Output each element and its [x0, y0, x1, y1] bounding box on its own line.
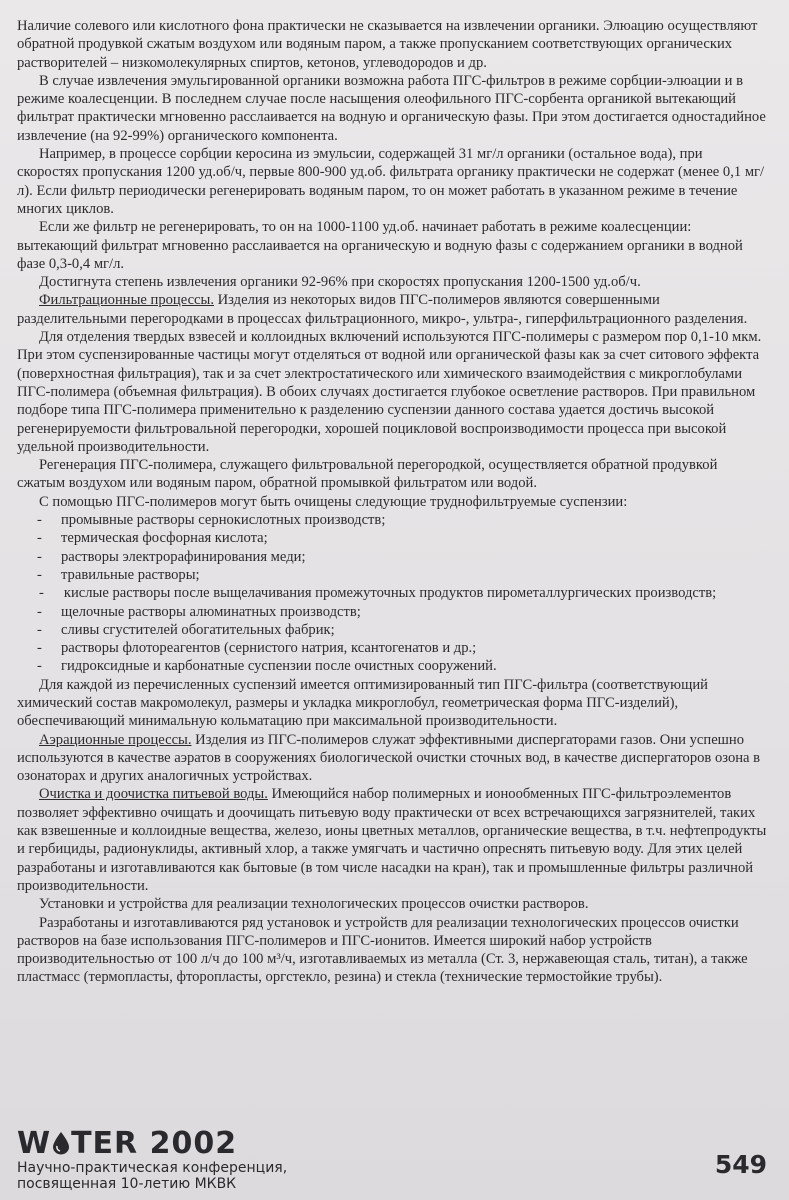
- list-item: [17, 511, 767, 529]
- list-marker: -: [37, 530, 42, 547]
- paragraph: Достигнута степень извлечения органики 92-96% при скоростях пропускания 1200-1500 уд.об/ч.: [39, 274, 641, 291]
- list-item-text: растворы электрорафинирования меди;: [61, 548, 306, 565]
- paragraph: Установки и устройства для реализации технологических процессов очистки растворов.: [39, 896, 589, 913]
- list-item: [17, 621, 767, 639]
- logo-letter: W: [17, 1126, 52, 1161]
- list-marker: -: [37, 512, 42, 529]
- paragraph: Например, в процессе сорбции керосина из эмульсии, содержащей 31 мг/л органики (остальное вода), при скоростях пропускания 1200 уд.об/ч, первые 800-900 уд.об. фильтрата органику практически не содержат (менее 0,1 мг/л). Если фильтр периодически регенерировать водяным паром, то он может работать в указанном режиме в течение многих циклов.: [17, 146, 765, 217]
- paragraph: [17, 731, 767, 786]
- logo-text: TER 2002: [71, 1126, 238, 1161]
- conference-caption-line: Научно-практическая конференция,: [17, 1160, 288, 1176]
- conference-logo: [17, 1128, 767, 1160]
- list-item: [17, 529, 767, 547]
- suspension-list: [17, 511, 767, 676]
- paragraph: Разработаны и изготавливаются ряд установок и устройств для реализации технологических процессов очистки растворов на базе использования ПГС-полимеров и ПГС-ионитов. Имеется широкий набор устройств производительностью от 100 л/ч до 100 м³/ч, изготавливаемых из металла (Ст. 3, нержавеющая сталь, титан), а также пластмасс (термопласты, фторопласты, оргстекло, резина) и стекла (технические термостойкие трубы).: [17, 914, 748, 986]
- section-heading-aeration: Аэрационные процессы.: [39, 731, 192, 748]
- paragraph-text: Имеющийся набор полимерных и ионообменных ПГС-фильтроэлементов позволяет эффективно очищать и доочищать питьевую воду практически от всех встречающихся загрязнителей, таких как взвешенные и коллоидные вещества, железо, ионы цветных металлов, органические вещества, в т.ч. нефтепродукты и гербициды, радионуклиды, активный хлор, а также умягчать и частично опреснять питьевую воду. Для этих целей разработаны и изготавливаются как бытовые (в том числе насадки на кран), так и промышленные фильтры различной производительности.: [17, 786, 767, 894]
- list-marker: -: [37, 566, 42, 583]
- paragraph: [17, 291, 767, 328]
- page-footer: [17, 1128, 767, 1198]
- paragraph-text: Изделия из некоторых видов ПГС-полимеров являются совершенными разделительными перегородками в процессах фильтрационного, микро-, ультра-, гиперфильтрационного разделения.: [17, 292, 748, 327]
- paragraph: Регенерация ПГС-полимера, служащего фильтровальной перегородкой, осуществляется обратной продувкой сжатым воздухом или водяным паром, обратной промывкой фильтратом или водой.: [17, 457, 718, 492]
- list-item-text: сливы сгустителей обогатительных фабрик;: [61, 621, 335, 638]
- conference-caption-line: посвященная 10-летию МКВК: [17, 1176, 237, 1192]
- list-item-text: термическая фосфорная кислота;: [61, 530, 268, 547]
- list-marker: -: [37, 658, 42, 675]
- section-heading-drinking-water: Очистка и доочистка питьевой воды.: [39, 786, 268, 803]
- list-marker: -: [37, 640, 42, 657]
- list-marker: -: [37, 548, 42, 565]
- paragraph: Если же фильтр не регенерировать, то он на 1000-1100 уд.об. начинает работать в режиме коалесценции: вытекающий фильтрат мгновенно расслаивается на органическую и водную фазы с содержанием органики в водной фазе 0,3-0,4 мг/л.: [17, 219, 743, 272]
- list-marker: -: [39, 585, 44, 602]
- list-marker: -: [37, 621, 42, 638]
- conference-caption: [17, 1160, 767, 1192]
- list-item-text: кислые растворы после выщелачивания промежуточных продуктов пирометаллургических производств;: [63, 585, 717, 602]
- paragraph-text: Изделия из ПГС-полимеров служат эффективными диспергаторами газов. Они успешно используются в качестве аэратов в сооружениях биологической очистки сточных вод, в качестве диспергаторов озона в озонаторах и других аналогичных устройствах.: [17, 731, 761, 785]
- list-item: [17, 603, 767, 621]
- list-item: [17, 548, 767, 566]
- paragraph: Для каждой из перечисленных суспензий имеется оптимизированный тип ПГС-фильтра (соответствующий химический состав макромолекул, размеры и укладка микроглобул, геометрическая форма ПГС-изделий), обеспечивающий минимальную кольматацию при максимальной производительности.: [17, 676, 708, 730]
- section-heading-filtration: Фильтрационные процессы.: [39, 292, 214, 309]
- list-item: [17, 657, 767, 675]
- list-item-text: промывные растворы сернокислотных производств;: [61, 512, 386, 529]
- paragraph: В случае извлечения эмульгированной органики возможна работа ПГС-фильтров в режиме сорбции-элюации и в режиме коалесценции. В последнем случае после насыщения олеофильного ПГС-сорбента органикой вытекающий фильтрат практически мгновенно расслаивается на водную и органическую фазы. При этом достигается одностадийное извлечение (на 92-99%) органического компонента.: [17, 72, 766, 144]
- list-item-text: растворы флотореагентов (сернистого натрия, ксантогенатов и др.;: [61, 640, 477, 657]
- list-item-text: щелочные растворы алюминатных производств;: [61, 603, 361, 620]
- paragraph: [17, 785, 767, 895]
- list-item-text: гидроксидные и карбонатные суспензии после очистных сооружений.: [61, 658, 497, 675]
- water-drop-icon: [51, 1131, 71, 1155]
- page-number: 549: [714, 1150, 767, 1179]
- list-item-text: травильные растворы;: [61, 566, 200, 583]
- paragraph: Наличие солевого или кислотного фона практически не сказывается на извлечении органики. Элюацию осуществляют обратной продувкой сжатым воздухом или водяным паром, а также пропусканием соответствующих органических растворителей – низкомолекулярных спиртов, кетонов, углеводородов и др.: [17, 18, 758, 71]
- list-marker: -: [37, 603, 42, 620]
- paragraph: Для отделения твердых взвесей и коллоидных включений используются ПГС-полимеры с размером пор 0,1-10 мкм. При этом суспензированные частицы могут отделяться от водной или органической фазы как за счет ситового эффекта (поверхностная фильтрация), так и за счет электростатического или химического взаимодействия с микроглобулами ПГС-полимера (объемная фильтрация). В обоих случаях достигается глубокое осветление растворов. При правильном подборе типа ПГС-полимера применительно к разделению суспензии данного состава удается достичь высокой регенерируемости фильтровальной перегородки, хорошей поцикловой воспроизводимости процесса при высокой удельной производительности.: [17, 329, 762, 455]
- article-body: [17, 17, 767, 987]
- list-item: [17, 639, 767, 657]
- list-item: [17, 584, 767, 602]
- paragraph: С помощью ПГС-полимеров могут быть очищены следующие труднофильтруемые суспензии:: [39, 493, 628, 510]
- list-item: [17, 566, 767, 584]
